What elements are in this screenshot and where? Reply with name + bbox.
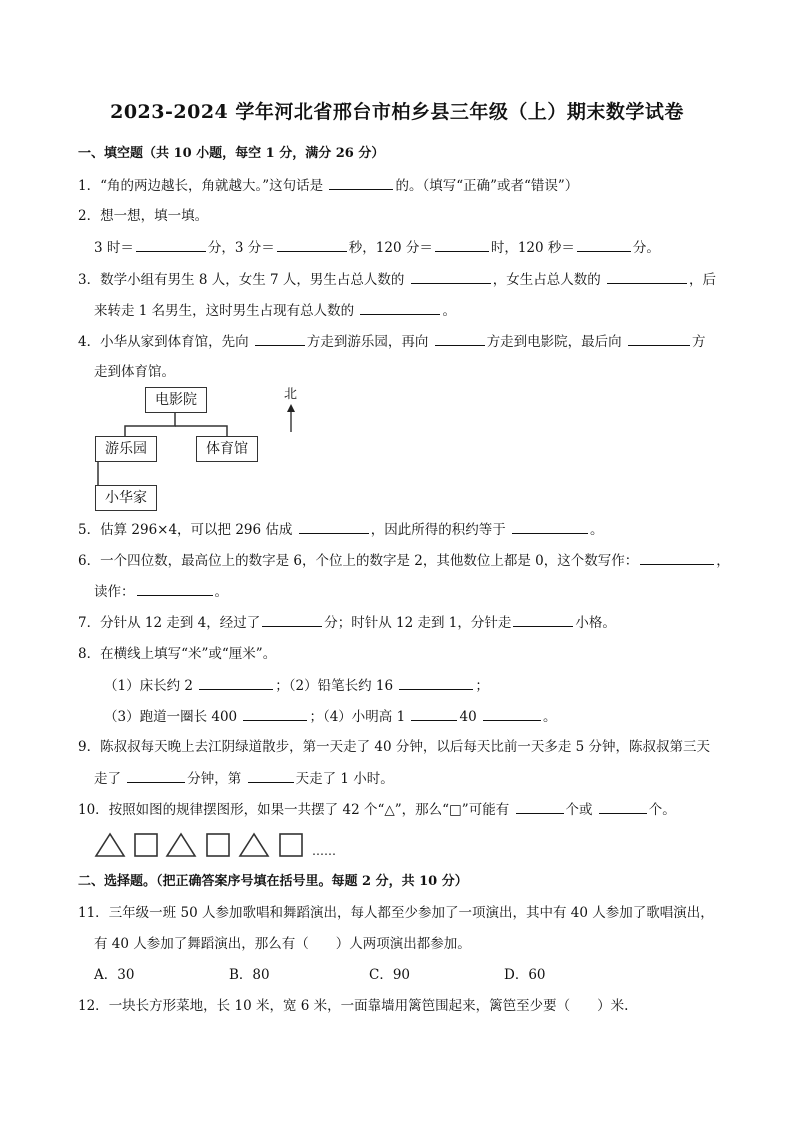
north-label: 北: [284, 387, 298, 402]
answer-blank[interactable]: [628, 332, 690, 346]
answer-blank[interactable]: [411, 270, 491, 284]
question-11: [78, 904, 714, 922]
q8-stem: 在横线上填写“米”或“厘米”。: [100, 646, 277, 662]
answer-blank[interactable]: [483, 707, 541, 721]
question-4: [78, 332, 705, 351]
page-title: 2023-2024 学年河北省邢台市柏乡县三年级（上）期末数学试卷: [110, 101, 684, 123]
section-2-heading: 二、选择题。（把正确答案序号填在括号里。每题 2 分，共 10 分）: [78, 874, 468, 889]
q8-text: 40: [459, 709, 477, 725]
question-2: [78, 207, 208, 225]
question-7: [78, 613, 616, 632]
q10-text: 个。: [648, 802, 676, 818]
answer-blank[interactable]: [640, 551, 714, 565]
q3-text: ，女生占总人数的: [492, 272, 601, 288]
q5-text: ，因此所得的积约等于: [370, 522, 506, 538]
answer-blank[interactable]: [577, 238, 631, 252]
square-icon: [207, 834, 229, 856]
question-number: 9．: [78, 739, 101, 755]
q6-text: 一个四位数，最高位上的数字是 6，个位上的数字是 2，其他数位上都是 0，这个数写作：: [100, 553, 639, 569]
q2-text: 3 时＝: [94, 240, 134, 256]
question-11-line2: 有 40 人参加了舞蹈演出，那么有（ ）人两项演出都参加。: [94, 936, 471, 952]
q8-text: ；（4）小明高 1: [309, 709, 406, 725]
map-home: 小华家: [95, 485, 157, 511]
question-4-line2: 走到体育馆。: [94, 364, 175, 380]
answer-blank[interactable]: [411, 707, 457, 721]
q9-text: 陈叔叔每天晚上去江阴绿道散步，第一天走了 40 分钟，以后每天比前一天多走 5 分钟，陈叔叔第三天: [100, 739, 711, 755]
question-8-line1: [104, 676, 489, 695]
answer-blank[interactable]: [399, 676, 473, 690]
answer-blank[interactable]: [513, 613, 573, 627]
question-number: 3．: [78, 272, 101, 288]
answer-blank[interactable]: [248, 769, 294, 783]
question-1: [78, 176, 578, 195]
map-park: 游乐园: [95, 436, 157, 462]
question-8: [78, 645, 276, 663]
q11-text: 三年级一班 50 人参加歌唱和舞蹈演出，每人都至少参加了一项演出，其中有 40 人参加了歌唱演出，: [108, 905, 714, 921]
q12-text: 一块长方形菜地，长 10 米，宽 6 米，一面靠墙用篱笆围起来，篱笆至少要（ ）米.: [108, 998, 629, 1014]
triangle-icon: [167, 834, 195, 856]
answer-blank[interactable]: [599, 800, 647, 814]
answer-blank[interactable]: [512, 520, 588, 534]
q6-text: ，: [716, 553, 730, 569]
north-arrow-icon: [287, 404, 295, 412]
question-3-line2: [94, 301, 456, 320]
option-c[interactable]: C．90: [369, 967, 411, 983]
map-cinema: 电影院: [145, 387, 207, 413]
q7-text: 分；时针从 12 走到 1，分针走: [324, 615, 512, 631]
pattern-ellipsis: ……: [312, 844, 336, 858]
question-12: [78, 997, 628, 1015]
question-9-line2: [94, 769, 394, 788]
question-5: [78, 520, 604, 539]
answer-blank[interactable]: [435, 332, 485, 346]
q8-text: ；（2）铅笔长约 16: [275, 678, 394, 694]
square-icon: [135, 834, 157, 856]
q2-stem: 想一想，填一填。: [100, 208, 209, 224]
question-number: 11．: [78, 905, 109, 921]
q3-text: 。: [442, 303, 456, 319]
question-number: 1．: [78, 178, 101, 194]
question-number: 2．: [78, 208, 101, 224]
question-number: 4．: [78, 334, 101, 350]
q8-text: （1）床长约 2: [104, 678, 193, 694]
q4-text: 方: [691, 334, 706, 350]
map-gym: 体育馆: [196, 436, 258, 462]
question-6-line2: [94, 582, 228, 601]
answer-blank[interactable]: [360, 301, 440, 315]
q5-text: 估算 296×4，可以把 296 估成: [100, 522, 293, 538]
triangle-icon: [240, 834, 268, 856]
q10-text: 个或: [565, 802, 593, 818]
question-9: [78, 738, 710, 756]
q5-text: 。: [590, 522, 604, 538]
q1-text-end: 的。（填写“正确”或者“错误”）: [395, 178, 579, 194]
q7-text: 小格。: [575, 615, 616, 631]
answer-blank[interactable]: [137, 582, 213, 596]
section-1-heading: 一、填空题（共 10 小题，每空 1 分，满分 26 分）: [78, 146, 385, 161]
question-number: 7．: [78, 615, 101, 631]
question-number: 5．: [78, 522, 101, 538]
q6-text: 。: [214, 584, 228, 600]
q2-text: 分。: [632, 240, 660, 256]
answer-blank[interactable]: [435, 238, 489, 252]
q8-text: ；: [475, 678, 489, 694]
q8-text: 。: [542, 709, 557, 725]
q6-text: 读作：: [94, 584, 135, 600]
q3-text: 来转走 1 名男生，这时男生占现有总人数的: [94, 303, 355, 319]
q1-text: “角的两边越长，角就越大。”这句话是: [100, 178, 324, 194]
question-8-line2: [104, 707, 556, 726]
question-2-line: [94, 238, 660, 257]
question-3: [78, 270, 716, 289]
q3-text: ，后: [689, 272, 717, 288]
q4-text: 小华从家到体育馆，先向: [100, 334, 249, 350]
q8-text: （3）跑道一圈长 400: [104, 709, 238, 725]
q9-text: 天走了 1 小时。: [295, 771, 394, 787]
q4-text: 方走到游乐园，再向: [306, 334, 429, 350]
option-a[interactable]: A．30: [94, 967, 135, 983]
q9-text: 走了: [94, 771, 121, 787]
question-number: 8．: [78, 646, 101, 662]
answer-blank[interactable]: [255, 332, 305, 346]
question-6: [78, 551, 730, 570]
q10-text: 按照如图的规律摆图形，如果一共摆了 42 个“△”，那么“□”可能有: [108, 802, 510, 818]
shape-pattern: [0, 0, 1, 1]
q4-text: 方走到电影院，最后向: [486, 334, 622, 350]
answer-blank[interactable]: [136, 238, 206, 252]
answer-blank[interactable]: [607, 270, 687, 284]
q2-text: 分，3 分＝: [207, 240, 275, 256]
answer-blank[interactable]: [199, 676, 273, 690]
q7-text: 分针从 12 走到 4，经过了: [100, 615, 261, 631]
option-b[interactable]: B．80: [229, 967, 270, 983]
option-d[interactable]: D．60: [504, 967, 546, 983]
question-number: 10．: [78, 802, 109, 818]
answer-blank[interactable]: [516, 800, 564, 814]
question-number: 12．: [78, 998, 109, 1014]
q2-text: 秒，120 分＝: [348, 240, 433, 256]
answer-blank[interactable]: [127, 769, 185, 783]
q3-text: 数学小组有男生 8 人，女生 7 人，男生占总人数的: [100, 272, 405, 288]
answer-blank[interactable]: [277, 238, 347, 252]
square-icon: [280, 834, 302, 856]
triangle-icon: [96, 834, 124, 856]
answer-blank[interactable]: [243, 707, 307, 721]
question-number: 6．: [78, 553, 101, 569]
q9-text: 分钟，第: [187, 771, 242, 787]
answer-blank[interactable]: [262, 613, 322, 627]
question-10: [78, 800, 676, 819]
answer-blank[interactable]: [329, 176, 393, 190]
answer-blank[interactable]: [299, 520, 369, 534]
q2-text: 时，120 秒＝: [490, 240, 575, 256]
